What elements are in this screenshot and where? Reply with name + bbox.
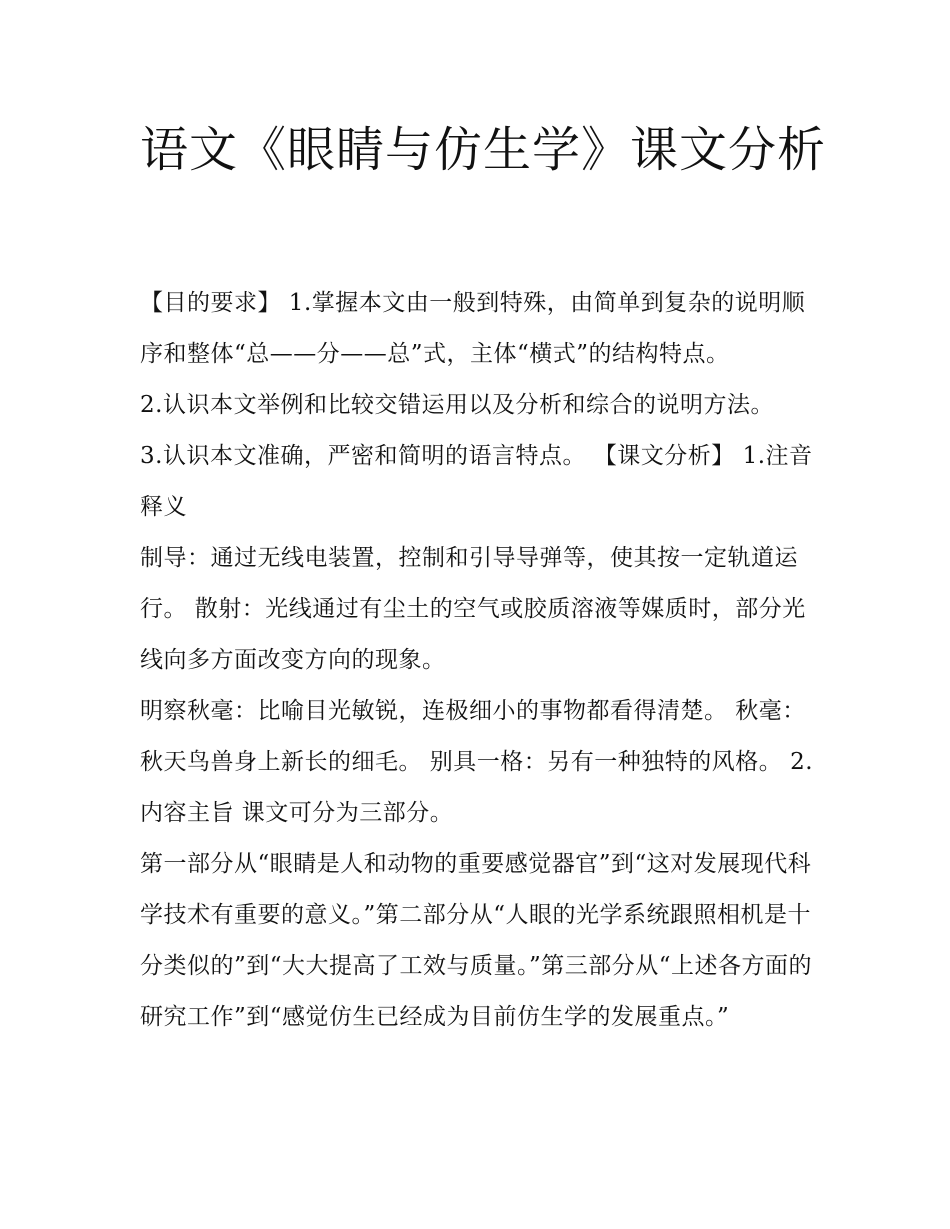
document-body bbox=[140, 278, 820, 1043]
paragraph-glossary-2: 明察秋毫：比喻目光敏锐，连极细小的事物都看得清楚。 秋毫：秋天鸟兽身上新长的细毛。 别具一格：另有一种独特的风格。 2.内容主旨 课文可分为三部分。 bbox=[140, 698, 814, 826]
paragraph-language: 3.认识本文准确，严密和简明的语言特点。 【课文分析】 1.注音释义 bbox=[140, 443, 813, 520]
paragraph-glossary-1: 制导：通过无线电装置，控制和引导导弹等，使其按一定轨道运行。 散射：光线通过有尘土的空气或胶质溶液等媒质时，部分光线向多方面改变方向的现象。 bbox=[140, 545, 806, 673]
paragraph-objectives: 【目的要求】 1.掌握本文由一般到特殊，由简单到复杂的说明顺序和整体“总——分——总”式，主体“横式”的结构特点。 bbox=[140, 290, 806, 367]
paragraph-structure: 第一部分从“眼睛是人和动物的重要感觉器官”到“这对发展现代科学技术有重要的意义。”第二部分从“人眼的光学系统跟照相机是十分类似的”到“大大提高了工效与质量。”第三部分从“上述各方面的研究工作”到“感觉仿生已经成为目前仿生学的发展重点。” bbox=[140, 851, 813, 1030]
paragraph-method: 2.认识本文举例和比较交错运用以及分析和综合的说明方法。 bbox=[140, 392, 774, 418]
document-title: 语文《眼睛与仿生学》课文分析 bbox=[140, 122, 827, 178]
